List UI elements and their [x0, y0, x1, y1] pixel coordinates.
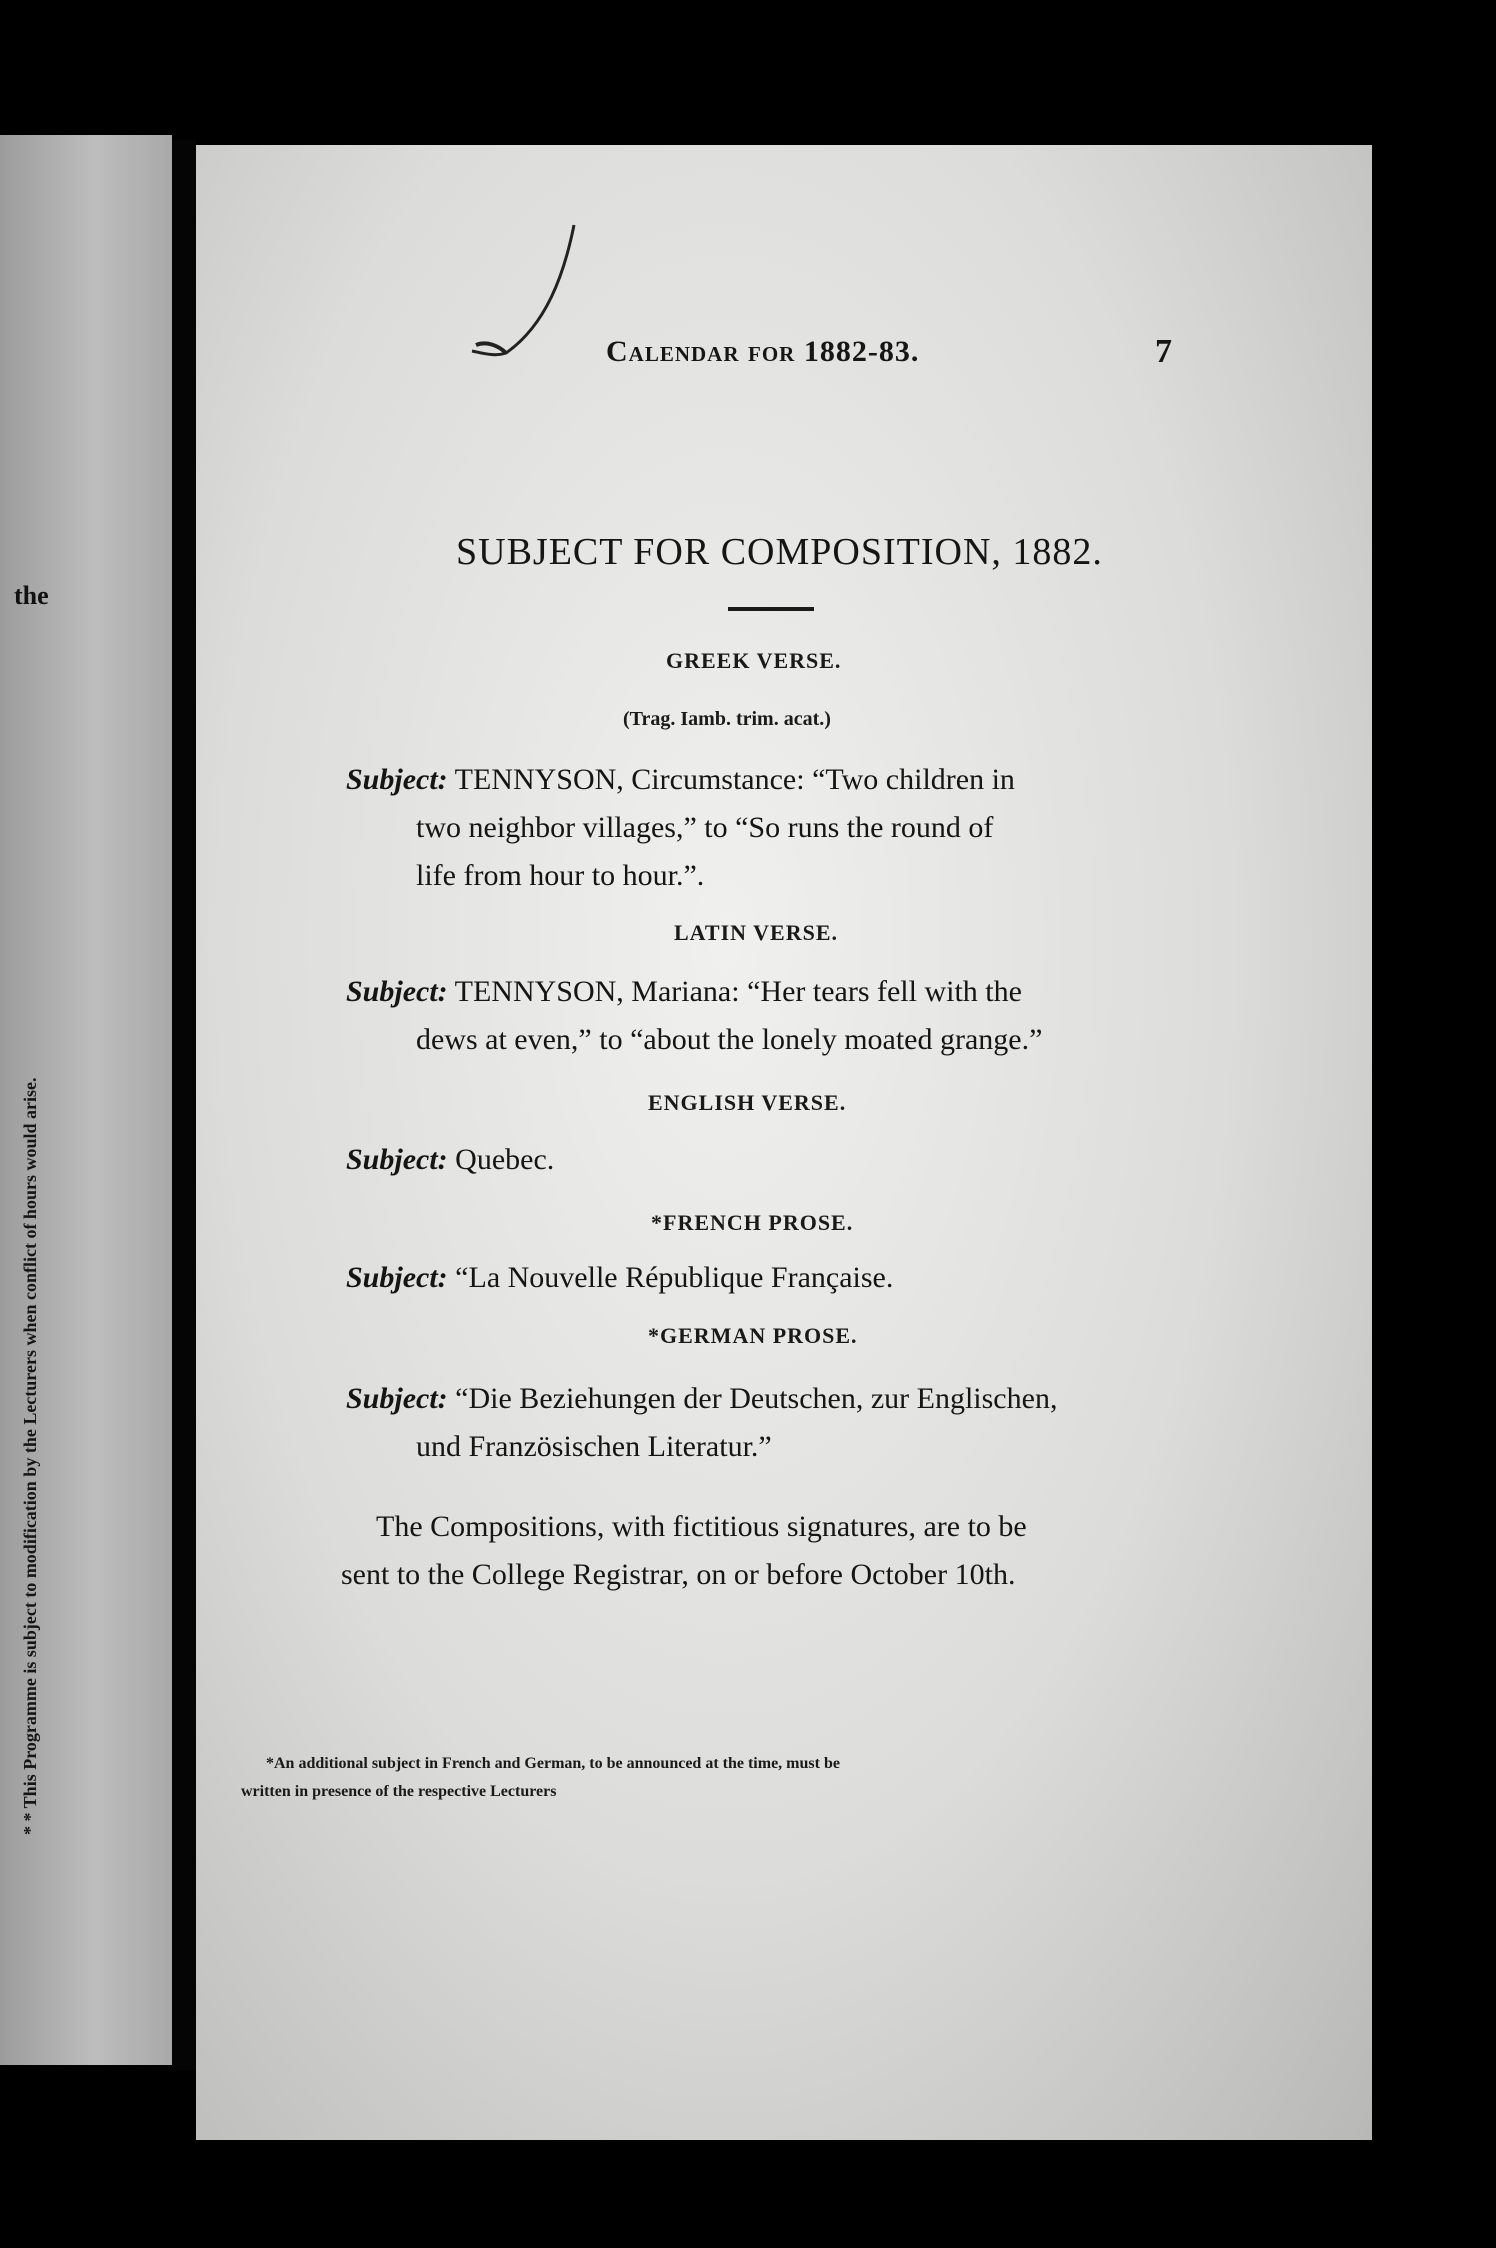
book-spine — [172, 140, 196, 2070]
pen-mark-icon — [446, 215, 586, 365]
greek-subject-line-1 — [346, 763, 1015, 797]
subject-label: Subject: — [346, 1261, 448, 1294]
latin-verse-heading: LATIN VERSE. — [674, 920, 839, 945]
footnote-line-2: written in presence of the respective Lecturers — [241, 1783, 557, 1800]
subject-label: Subject: — [346, 1382, 448, 1415]
latin-subject-line-1 — [346, 975, 1022, 1009]
french-subject-text-1: “La Nouvelle République Française. — [455, 1261, 894, 1294]
facing-page-side-note: * * This Programme is subject to modification by the Lecturers when conflict of hours would arise. — [20, 1077, 40, 1835]
german-subject-line-2: und Französischen Literatur.” — [416, 1430, 772, 1463]
german-subject-line-1 — [346, 1382, 1057, 1416]
running-head-years: 1882-83. — [803, 335, 920, 368]
english-subject-line-1 — [346, 1143, 554, 1177]
latin-subject-text-1: TENNYSON, Mariana: “Her tears fell with the — [454, 975, 1022, 1008]
greek-subject-line-3: life from hour to hour.”. — [416, 859, 705, 892]
german-subject-text-1: “Die Beziehungen der Deutschen, zur Englischen, — [455, 1382, 1058, 1415]
closing-line-2: sent to the College Registrar, on or before October 10th. — [341, 1558, 1016, 1591]
page-title: SUBJECT FOR COMPOSITION, 1882. — [456, 531, 1103, 573]
latin-subject-line-2: dews at even,” to “about the lonely moated grange.” — [416, 1023, 1043, 1056]
running-head — [606, 335, 919, 369]
title-rule — [728, 607, 814, 611]
facing-page-word: the — [14, 581, 49, 610]
greek-subject-line-2: two neighbor villages,” to “So runs the round of — [416, 811, 994, 844]
page — [196, 145, 1372, 2140]
french-prose-heading: *FRENCH PROSE. — [651, 1210, 854, 1235]
german-prose-heading: *GERMAN PROSE. — [648, 1323, 858, 1348]
greek-verse-note: (Trag. Iamb. trim. acat.) — [623, 708, 831, 730]
footnote-line-1: *An additional subject in French and German, to be announced at the time, must be — [266, 1755, 840, 1772]
running-head-prefix: Calendar for — [606, 335, 796, 368]
english-verse-heading: ENGLISH VERSE. — [648, 1090, 847, 1115]
subject-label: Subject: — [346, 763, 448, 796]
greek-verse-heading: GREEK VERSE. — [666, 648, 842, 673]
subject-label: Subject: — [346, 1143, 448, 1176]
greek-subject-text-1: TENNYSON, Circumstance: “Two children in — [454, 763, 1015, 796]
french-subject-line-1 — [346, 1261, 893, 1295]
subject-label: Subject: — [346, 975, 448, 1008]
english-subject-text-1: Quebec. — [455, 1143, 555, 1176]
facing-page — [0, 135, 172, 2065]
page-number: 7 — [1155, 333, 1172, 370]
closing-line-1: The Compositions, with fictitious signatures, are to be — [376, 1510, 1027, 1543]
